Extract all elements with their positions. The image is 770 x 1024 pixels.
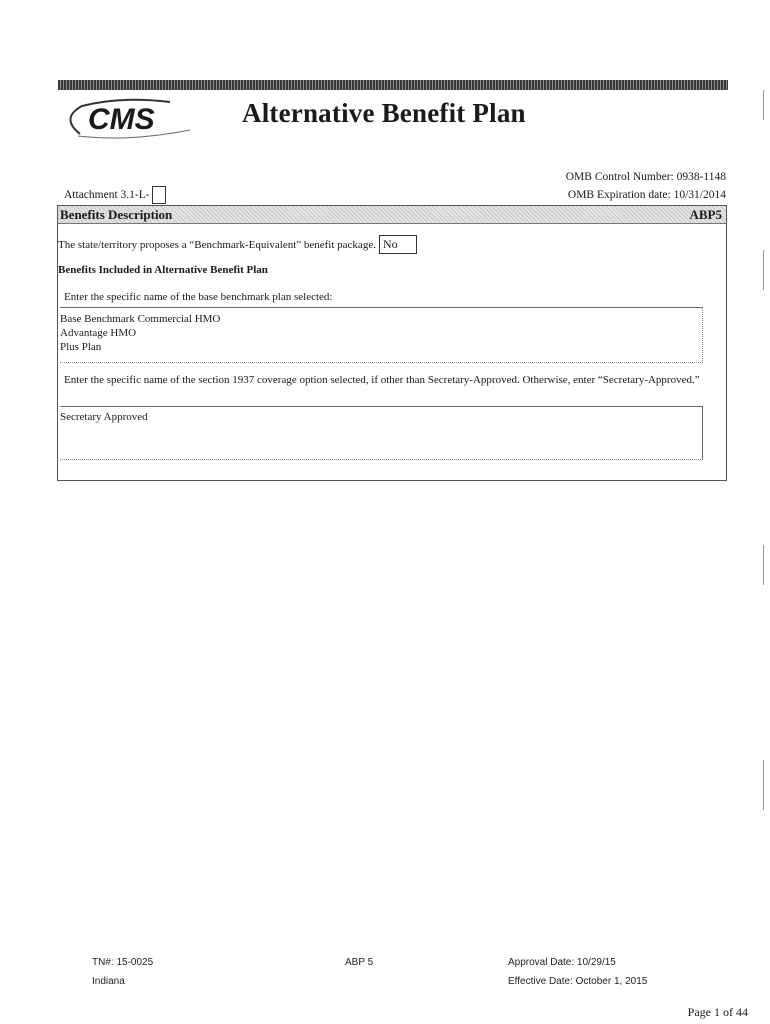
logo-text: CMS <box>88 103 155 136</box>
scan-edge-mark <box>763 250 764 290</box>
benchmark-line: Advantage HMO <box>60 327 137 339</box>
benchmark-equivalent-question <box>58 235 417 254</box>
header-rule <box>58 80 728 90</box>
footer-left <box>92 953 153 991</box>
abp-label: ABP 5 <box>345 957 374 968</box>
benchmark-line: Plus Plan <box>60 341 102 353</box>
proposes-text: The state/territory proposes a “Benchmark-Equivalent” benefit package. <box>58 238 376 251</box>
benchmark-plan-field[interactable] <box>60 307 703 363</box>
page-title: Alternative Benefit Plan <box>242 98 526 128</box>
cms-logo <box>60 96 210 140</box>
benefits-form <box>57 205 727 481</box>
effective-date: Effective Date: October 1, 2015 <box>508 976 648 987</box>
scan-edge-mark <box>763 760 764 810</box>
benchmark-prompt: Enter the specific name of the base benchmark plan selected: <box>64 291 333 303</box>
omb-expiration-date: OMB Expiration date: 10/31/2014 <box>567 189 726 201</box>
attachment-label <box>64 186 166 204</box>
footer-right <box>508 953 647 991</box>
section-code: ABP5 <box>689 207 722 222</box>
scan-edge-mark <box>763 90 764 120</box>
benchmark-line: Base Benchmark Commercial HMO <box>60 313 221 325</box>
approval-date: Approval Date: 10/29/15 <box>508 957 616 968</box>
coverage-option-field[interactable] <box>60 406 703 460</box>
proposes-answer-field[interactable]: No <box>379 235 417 254</box>
page-number: Page 1 of 44 <box>687 1005 748 1019</box>
transmittal-number: TN#: 15-0025 <box>92 957 154 968</box>
section-title: Benefits Description <box>60 207 173 222</box>
included-heading: Benefits Included in Alternative Benefit Plan <box>58 264 268 276</box>
omb-control-number: OMB Control Number: 0938-1148 <box>565 171 726 183</box>
omb-info <box>566 168 726 204</box>
section-header <box>58 206 726 224</box>
attachment-text: Attachment 3.1-L- <box>64 189 150 201</box>
coverage-prompt: Enter the specific name of the section 1937 coverage option selected, if other than Secretary-Approved. Otherwise, enter “Secretary-Approved.” <box>64 374 700 386</box>
coverage-value: Secretary Approved <box>60 411 148 423</box>
state-name: Indiana <box>92 976 125 987</box>
attachment-field[interactable] <box>152 186 166 204</box>
footer-center <box>345 953 373 972</box>
scan-edge-mark <box>763 545 764 585</box>
